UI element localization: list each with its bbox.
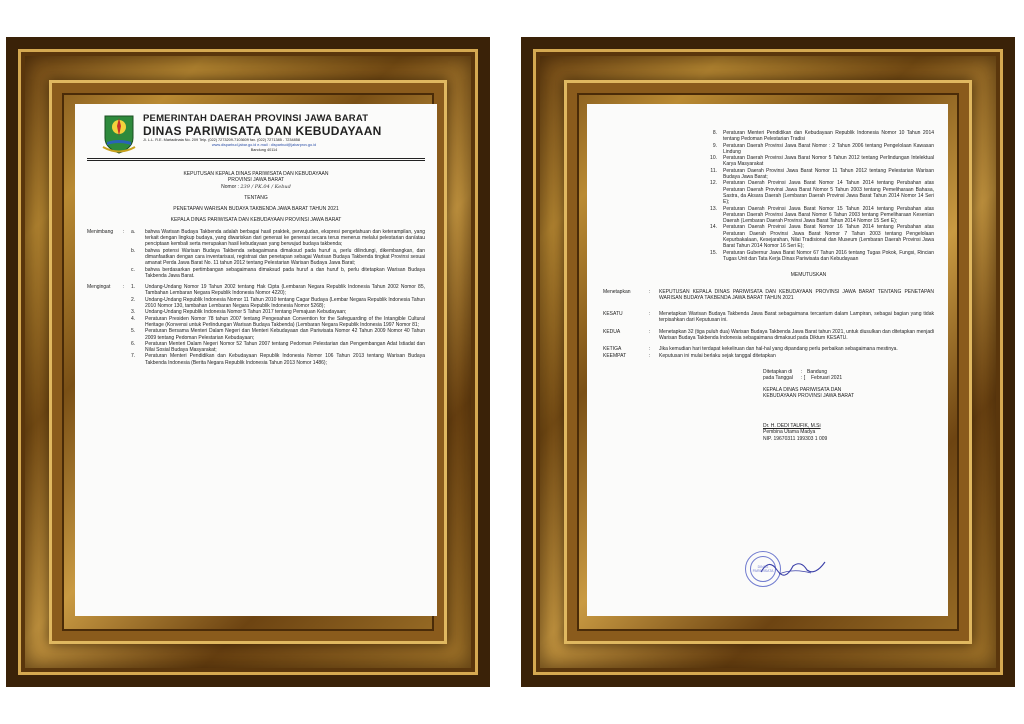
mengingat-section: Mengingat : 1. Undang-Undang Nomor 19 Tahun 2002 tentang Hak Cipta (Lembaran Negara Republik Indonesia Tahun 2002 Nomor 85, Tambahan Lembaran Negara Republik Indonesia Nomor 4220); 2. Undang-Undang Republik Indonesia Nomor 11 Tahun 2010 tentang Cagar Budaya (Lembar Negara Republik Indonesia Tahun 2010 Nomor 130, tambahan Lembaran Negara Republik Indonesia Nomor 5268); 3. Undang-Undang Republik Indonesia Nomor 5 Tahun 2017 tentang Pemajuan Kebudayaan; 4. Peraturan Presiden Nomor 78 tahun 2007 tentang Pengesahan Convention for the Safeguarding of the Intangible Cultural Heritage (Konvensi untuk Perlindungan Warisan Budaya Takbenda) (Lembaran Negara Republik Indonesia 1997 Nomor 81; 5. Peraturan Bersama Menteri Dalam Negeri dan Menteri Kebudayaan dan Pariwisata Nomor 42 Tahun 2009 Nomor 40 Tahun 2009 tentang Pedoman Pelestarian Kebudayaan; 6. Peraturan Menteri Dalam Negeri Nomor 52 Tahun 2007 tentang Pedoman Pelestarian dan Pengembangan Adat Istiadat dan Nilai Sosial Budaya Masyarakat; 7. Peraturan Menteri Pendidikan dan Kebudayaan Republik Indonesia Nomor 106 Tahun 2013 tentang Warisan Budaya Takbenda Indonesia (Berita Negara Republik Indonesia Tahun 2013 Nomor 1486); [87, 284, 425, 366]
list-item: bahwa Warisan Budaya Takbenda adalah berbagai hasil praktek, perwujudan, ekspresi pengetahuan dan keterampilan, yang terkait dengan lingkup budaya, yang diwariskan dari generasi ke generasi secara terus menerus melalui pelestarian dan/atau penciptaan kembali serta merupakan hasil kebudayaan yang berwujud budaya takbenda; [145, 228, 425, 248]
decision-text: Menetapkan Warisan Budaya Takbenda Jawa Barat sebagaimana tercantum dalam Lampiran, sebagai bagian yang tidak terpisahkan dari Keputusan ini. [659, 311, 934, 324]
letterhead-address: Jl. L.L. R.E. Martadinata No. 209 Telp. (022) 7273209-7103609 fax. (022) 7271385 - 7234858 [143, 138, 300, 142]
list-index: 9. [712, 142, 717, 149]
decree-heading-line2: PROVINSI JAWA BARAT [227, 177, 285, 184]
west-java-emblem-icon [101, 112, 137, 154]
place-value: Bandung [807, 368, 828, 375]
decree-heading-line1: KEPUTUSAN KEPALA DINAS PARIWISATA DAN KEBUDAYAAN [183, 171, 329, 177]
decree-about: TENTANG [244, 194, 268, 201]
menimbang-section: Menimbang : a. bahwa Warisan Budaya Takbenda adalah berbagai hasil praktek, perwujudan, ekspresi pengetahuan dan keterampilan, yang terkait dengan lingkup budaya, yang diwariskan dari generasi ke generasi secara terus menerus melalui pelestarian dan/atau penciptaan kembali serta merupakan hasil kebudayaan yang berwujud budaya takbenda; b. bahwa potensi Warisan Budaya Takbenda sebagaimana dimaksud pada huruf a, perlu dilindungi, dikembangkan, dan dimanfaatkan dengan cara inventarisasi, registrasi dan penetapan sebagai Warisan Budaya Takbenda tingkat Provinsi sesuai amanat Perda Jawa Barat No. 11 tahun 2012 tentang Pelestarian Warisan Budaya Jawa Barat; c. bahwa berdasarkan pertimbangan sebagaimana dimaksud pada huruf a dan huruf b, perlu ditetapkan Warisan Budaya Takbenda Jawa Barat. [87, 228, 425, 279]
document-page-2 [587, 104, 948, 616]
document-page-1 [75, 104, 437, 616]
signatory-nip: NIP. 19670311 199303 1 009 [763, 435, 828, 442]
letterhead-web: www.disparbud.jabar.go.id e-mail : disparbud@jabarprov.go.id [211, 143, 317, 147]
decision-text: Jika kemudian hari terdapat kekeliruan dan hal-hal yang dipandang perlu perbaikan sebagaimana mestinya. [659, 346, 898, 353]
list-index: 11. [710, 167, 717, 174]
decree-number-handwritten: 239 / PK.04 / Kebud [240, 183, 291, 190]
list-index: 5. [131, 328, 136, 335]
list-item: Peraturan Daerah Provinsi Jawa Barat Nomor 16 Tahun 2014 tentang Perubahan atas Peraturan Daerah Provinsi Jawa Barat Nomor 7 Tahun 2003 tentang Pengelolaan Kepurbakalaan, Kesejarahan, Nilai Tradisional dan Museum (Lembaran Daerah Provinsi Jawa Barat Tahun 2014 Nomor 16 Seri E); [723, 224, 934, 250]
list-index: b. [131, 247, 136, 254]
decision-label: KEEMPAT [603, 352, 627, 359]
menimbang-label: Menimbang [87, 228, 114, 235]
list-index: 8. [712, 130, 717, 136]
list-item: Peraturan Daerah Provinsi Jawa Barat Nomor : 2 Tahun 2006 tentang Pengelolaan Kawasan Lindung [723, 142, 934, 155]
handwritten-signature-icon [759, 556, 829, 578]
list-item: Peraturan Daerah Provinsi Jawa Barat Nomor 11 Tahun 2012 tentang Pelestarian Warisan Budaya Jawa Barat; [723, 167, 934, 181]
decree-title: PENETAPAN WARISAN BUDAYA TAKBENDA JAWA BARAT TAHUN 2021 [173, 206, 339, 213]
signatory-title-line2: KEBUDAYAAN PROVINSI JAWA BARAT [763, 392, 855, 399]
list-item: Undang-Undang Nomor 19 Tahun 2002 tentang Hak Cipta (Lembaran Negara Republik Indonesia Tahun 2002 Nomor 85, Tambahan Lembaran Negara Republik Indonesia Nomor 4220); [145, 284, 425, 297]
list-item: Peraturan Menteri Dalam Negeri Nomor 52 Tahun 2007 tentang Pedoman Pelestarian dan Pengembangan Adat Istiadat dan Nilai Sosial Budaya Masyarakat; [145, 340, 425, 354]
list-index: 14. [710, 224, 717, 231]
signatory-title-line1: KEPALA DINAS PARIWISATA DAN [763, 386, 842, 393]
decision-section: Menetapkan : KEPUTUSAN KEPALA DINAS PARIWISATA DAN KEBUDAYAAN PROVINSI JAWA BARAT TENTANG PENETAPAN WARISAN BUDAYA TAKBENDA JAWA BARAT TAHUN 2021 KESATU : Menetapkan Warisan Budaya Takbenda Jawa Barat sebagaimana tercantum dalam Lampiran, sebagai bagian yang tidak terpisahkan dari Keputusan ini. KEDUA : Menetapkan 32 (tiga puluh dua) Warisan Budaya Takbenda Jawa Barat tahun 2021, untuk diusulkan dan ditetapkan menjadi Warisan Budaya Takbenda Indonesia sebagaimana dimaksud pada Diktum KESATU. KETIGA : Jika kemudian hari terdapat kekeliruan dan hal-hal yang dipandang perlu perbaikan sebagaimana mestinya. KEEMPAT : Keputusan ini mulai berlaku sejak tanggal ditetapkan [603, 288, 934, 359]
list-item: Peraturan Presiden Nomor 78 tahun 2007 tentang Pengesahan Convention for the Safeguarding of the Intangible Cultural Heritage (Konvensi untuk Perlindungan Warisan Budaya Takbenda) (Lembaran Negara Republik Indonesia 1997 Nomor 81; [145, 315, 425, 328]
date-value: Februari 2021 [811, 375, 843, 382]
memutuskan-heading: MEMUTUSKAN [790, 272, 827, 279]
letterhead-government: PEMERINTAH DAERAH PROVINSI JAWA BARAT [143, 113, 369, 124]
decision-label: KETIGA [603, 346, 622, 353]
decision-text: KEPUTUSAN KEPALA DINAS PARIWISATA DAN KEBUDAYAAN PROVINSI JAWA BARAT TENTANG PENETAPAN WARISAN BUDAYA TAKBENDA JAWA BARAT TAHUN 2021 [659, 288, 934, 301]
signature-block: Ditetapkan di : Bandung pada Tanggal : [ Februari 2021 KEPALA DINAS PARIWISATA DAN KEBUDAYAAN PROVINSI JAWA BARAT Dr. H. DEDI TAUFIK, M.Si Pembina Utama Madya NIP. 19670311 199303 1 009 [603, 369, 934, 442]
decree-authority: KEPALA DINAS PARIWISATA DAN KEBUDAYAAN PROVINSI JAWA BARAT [170, 217, 342, 224]
letterhead-department: DINAS PARIWISATA DAN KEBUDAYAAN [143, 124, 382, 138]
list-index: c. [131, 266, 135, 273]
list-item: Peraturan Daerah Provinsi Jawa Barat Nomor 14 Tahun 2014 tentang Perubahan atas Peraturan Daerah Provinsi Jawa Barat Nomor 5 Tahun 2003 tentang Pemeliharaan Bahasa, Sastra, da Aksara Daerah (Lembaran Daerah Provinsi Jawa Barat Tahun 2014 Nomor 14 Seri E); [723, 180, 934, 206]
decision-label: KEDUA [603, 328, 621, 335]
decision-label: Menetapkan [603, 288, 631, 295]
list-item: bahwa potensi Warisan Budaya Takbenda sebagaimana dimaksud pada huruf a, perlu dilindungi, dikembangkan, dan dimanfaatkan dengan cara inventarisasi, registrasi dan penetapan sebagai Warisan Budaya Takbenda tingkat Provinsi sesuai amanat Perda Jawa Barat No. 11 tahun 2012 tentang Pelestarian Warisan Budaya Jawa Barat; [145, 247, 425, 267]
list-index: 4. [131, 315, 136, 322]
list-index: 2. [131, 296, 136, 303]
decision-text: Keputusan ini mulai berlaku sejak tanggal ditetapkan [659, 352, 776, 359]
list-item: Peraturan Gubernur Jawa Barat Nomor 67 Tahun 2016 tentang Tugas Pokok, Fungsi, Rincian Tugas Unit dan Tata Kerja Dinas Pariwisata dan Kebudayaan [723, 249, 934, 262]
mengingat-label: Mengingat [87, 284, 111, 291]
list-item: Undang-Undang Republik Indonesia Nomor 5 Tahun 2017 tentang Pemajuan Kebudayaan; [145, 309, 347, 316]
signatory-name: Dr. H. DEDI TAUFIK, M.Si [763, 423, 821, 430]
list-index: 10. [710, 155, 717, 162]
letterhead [87, 112, 425, 154]
regulation-list-continued [603, 130, 934, 262]
decision-text: Menetapkan 32 (tiga puluh dua) Warisan Budaya Takbenda Jawa Barat tahun 2021, untuk diusulkan dan ditetapkan menjadi Warisan Budaya Takbenda Indonesia sebagaimana dimaksud pada Diktum KESATU. [659, 328, 934, 342]
date-label: pada Tanggal [763, 375, 793, 382]
stamp-text: DINAS PARIWISATA [752, 565, 774, 573]
list-item: Peraturan Menteri Pendidikan dan Kebudayaan Republik Indonesia Nomor 10 Tahun 2014 tentang Pedoman Pelestarian Tradisi [723, 130, 934, 143]
list-item: Peraturan Daerah Provinsi Jawa Barat Nomor 15 Tahun 2014 tentang Perubahan atas Peraturan Daerah Provinsi Jawa Barat Nomor 6 Tahun 2003 tentang Pemeliharaan Kesenian Daerah (Lembaran Daerah Provinsi Jawa Barat Tahun 2014 Nomor 15 Seri E); [723, 205, 934, 225]
signatory-rank: Pembina Utama Madya [763, 429, 816, 436]
list-index: 6. [131, 340, 136, 347]
list-index: a. [131, 228, 136, 235]
list-index: 3. [131, 309, 136, 316]
letterhead-city: Bandung 40114 [250, 148, 278, 152]
list-item: Peraturan Menteri Pendidikan dan Kebudayaan Republik Indonesia Nomor 106 Tahun 2013 tentang Warisan Budaya Takbenda Indonesia (Berita Negara Republik Indonesia Tahun 2013 Nomor 1486); [145, 353, 425, 366]
decree-number-prefix: Nomor : [221, 183, 239, 190]
list-item: Undang-Undang Republik Indonesia Nomor 11 Tahun 2010 tentang Cagar Budaya (Lembar Negara Republik Indonesia Tahun 2010 Nomor 130, tambahan Lembaran Negara Republik Indonesia Nomor 5268); [145, 296, 425, 310]
list-item: bahwa berdasarkan pertimbangan sebagaimana dimaksud pada huruf a dan huruf b, perlu ditetapkan Warisan Budaya Takbenda Jawa Barat. [145, 266, 425, 279]
list-item: Peraturan Daerah Provinsi Jawa Barat Nomor 5 Tahun 2012 tentang Perlindungan Intelektual Karya Masyarakat [723, 155, 934, 168]
list-index: 7. [131, 353, 136, 360]
list-item: Peraturan Bersama Menteri Dalam Negeri dan Menteri Kebudayaan dan Pariwisata Nomor 42 Tahun 2009 Nomor 40 Tahun 2009 tentang Pedoman Pelestarian Kebudayaan; [145, 328, 425, 341]
place-label: Ditetapkan di [763, 368, 793, 375]
list-index: 15. [710, 249, 717, 256]
decision-label: KESATU [603, 311, 623, 318]
list-index: 1. [131, 284, 136, 291]
list-index: 13. [710, 205, 717, 212]
letterhead-rule [87, 158, 425, 161]
list-index: 12. [710, 180, 717, 187]
